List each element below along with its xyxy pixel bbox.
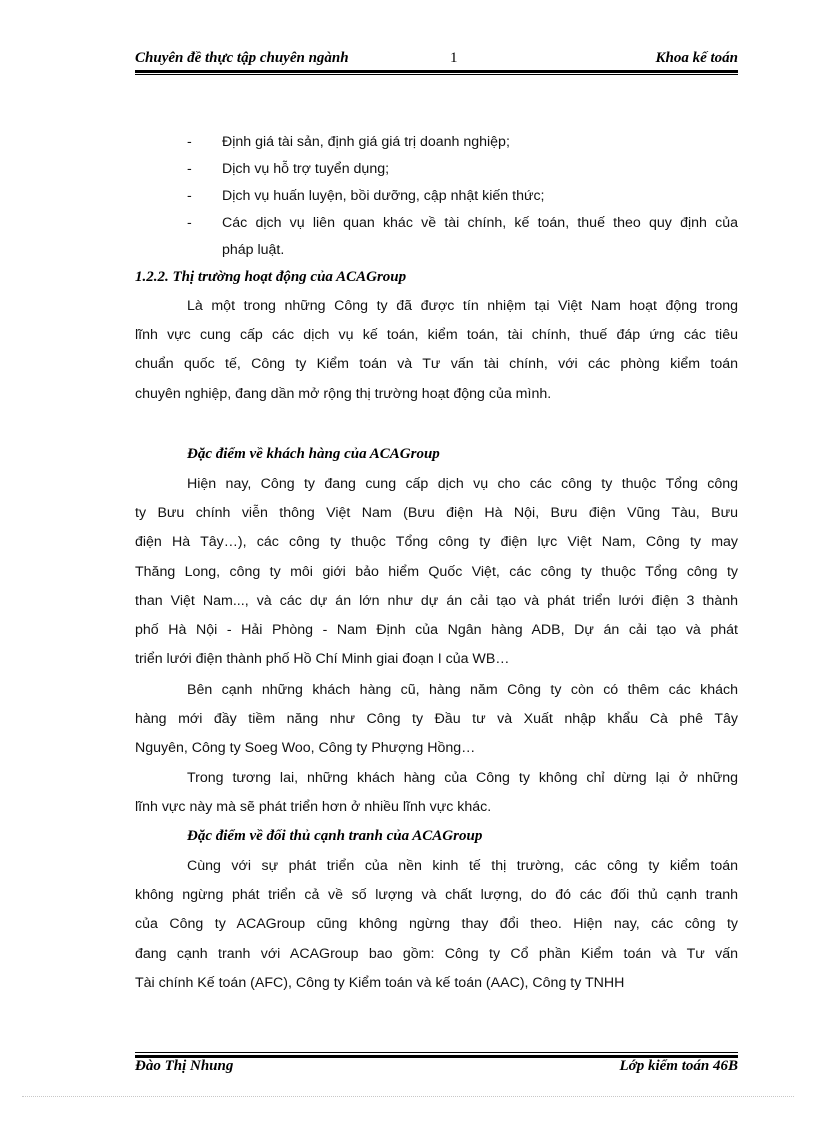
bullet-dash: - — [187, 215, 192, 231]
paragraph-line: đang cạnh tranh với ACAGroup bao gồm: Công ty Cổ phần Kiểm toán và Tư vấn — [135, 946, 738, 962]
header-title: Chuyên đề thực tập chuyên ngành — [135, 50, 349, 66]
paragraph-line: Là một trong những Công ty đã được tín nhiệm tại Việt Nam hoạt động trong — [187, 298, 738, 314]
paragraph-line: hàng mới đầy tiềm năng như Công ty Đầu tư và Xuất nhập khẩu Cà phê Tây — [135, 711, 738, 727]
footer-class: Lớp kiểm toán 46B — [619, 1058, 738, 1074]
header-department: Khoa kế toán — [655, 50, 738, 66]
paragraph-line: của Công ty ACAGroup cũng không ngừng thay đổi theo. Hiện nay, các công ty — [135, 916, 738, 932]
header-page-number: 1 — [450, 50, 458, 66]
paragraph-line: Cùng với sự phát triển của nền kinh tế thị trường, các công ty kiểm toán — [187, 858, 738, 874]
header-rule-thin — [135, 74, 738, 75]
bullet-item — [135, 188, 738, 208]
bullet-text: Các dịch vụ liên quan khác về tài chính, kế toán, thuế theo quy định của — [222, 215, 738, 231]
bullet-dash: - — [187, 161, 192, 177]
bullet-continuation — [135, 242, 738, 262]
bullet-text: Dịch vụ huấn luyện, bồi dưỡng, cập nhật kiến thức; — [222, 188, 545, 204]
paragraph-line: chuẩn quốc tế, Công ty Kiểm toán và Tư vấn tài chính, với các phòng kiểm toán — [135, 356, 738, 372]
bullet-item — [135, 161, 738, 181]
paragraph-line: không ngừng phát triển cả về số lượng và chất lượng, do đó các đối thủ cạnh tranh — [135, 887, 738, 903]
paragraph-line: triển lưới điện thành phố Hồ Chí Minh giai đoạn I của WB… — [135, 651, 510, 667]
paragraph-line: Hiện nay, Công ty đang cung cấp dịch vụ cho các công ty thuộc Tổng công — [187, 476, 738, 492]
subsection-heading: Đặc điểm về đối thủ cạnh tranh của ACAGroup — [187, 828, 483, 844]
paragraph-line: Trong tương lai, những khách hàng của Công ty không chỉ dừng lại ở những — [187, 770, 738, 786]
bullet-text: Dịch vụ hỗ trợ tuyển dụng; — [222, 161, 390, 177]
paragraph-line: ty Bưu chính viễn thông Việt Nam (Bưu điện Hà Nội, Bưu điện Vũng Tàu, Bưu — [135, 505, 738, 521]
paragraph-line: Nguyên, Công ty Soeg Woo, Công ty Phượng Hồng… — [135, 740, 476, 756]
page-edge-divider — [22, 1096, 794, 1097]
paragraph-line: than Việt Nam..., và các dự án lớn như dự án cải tạo và phát triển lưới điện 3 thành — [135, 593, 738, 609]
bullet-item — [135, 215, 738, 235]
bullet-item — [135, 134, 738, 154]
paragraph-line: Bên cạnh những khách hàng cũ, hàng năm Công ty còn có thêm các khách — [187, 682, 738, 698]
bullet-text: Định giá tài sản, định giá giá trị doanh nghiệp; — [222, 134, 510, 150]
bullet-dash: - — [187, 188, 192, 204]
paragraph-line: Thăng Long, công ty môi giới bảo hiểm Quốc Việt, các công ty thuộc Tổng công ty — [135, 564, 738, 580]
footer-author: Đào Thị Nhung — [135, 1058, 234, 1074]
paragraph-line: chuyên nghiệp, đang dần mở rộng thị trường hoạt động của mình. — [135, 386, 552, 402]
header-rule-thick — [135, 70, 738, 73]
paragraph-line: lĩnh vực cung cấp các dịch vụ kế toán, kiểm toán, tài chính, thuế đáp ứng các tiêu — [135, 327, 738, 343]
paragraph-line: điện Hà Tây…), các công ty thuộc Tổng công ty điện lực Việt Nam, Công ty may — [135, 534, 738, 550]
bullet-text-cont: pháp luật. — [222, 242, 285, 258]
paragraph-line: Tài chính Kế toán (AFC), Công ty Kiểm toán và kế toán (AAC), Công ty TNHH — [135, 975, 625, 991]
subsection-heading: Đặc điểm về khách hàng của ACAGroup — [187, 446, 440, 462]
paragraph-line: phố Hà Nội - Hải Phòng - Nam Định của Ngân hàng ADB, Dự án cải tạo và phát — [135, 622, 738, 638]
bullet-dash: - — [187, 134, 192, 150]
page-footer — [135, 1058, 738, 1080]
section-heading: 1.2.2. Thị trường hoạt động của ACAGroup — [135, 269, 407, 285]
paragraph-line: lĩnh vực này mà sẽ phát triển hơn ở nhiều lĩnh vực khác. — [135, 799, 492, 815]
footer-rule-thin — [135, 1052, 738, 1053]
page-header — [135, 44, 738, 72]
